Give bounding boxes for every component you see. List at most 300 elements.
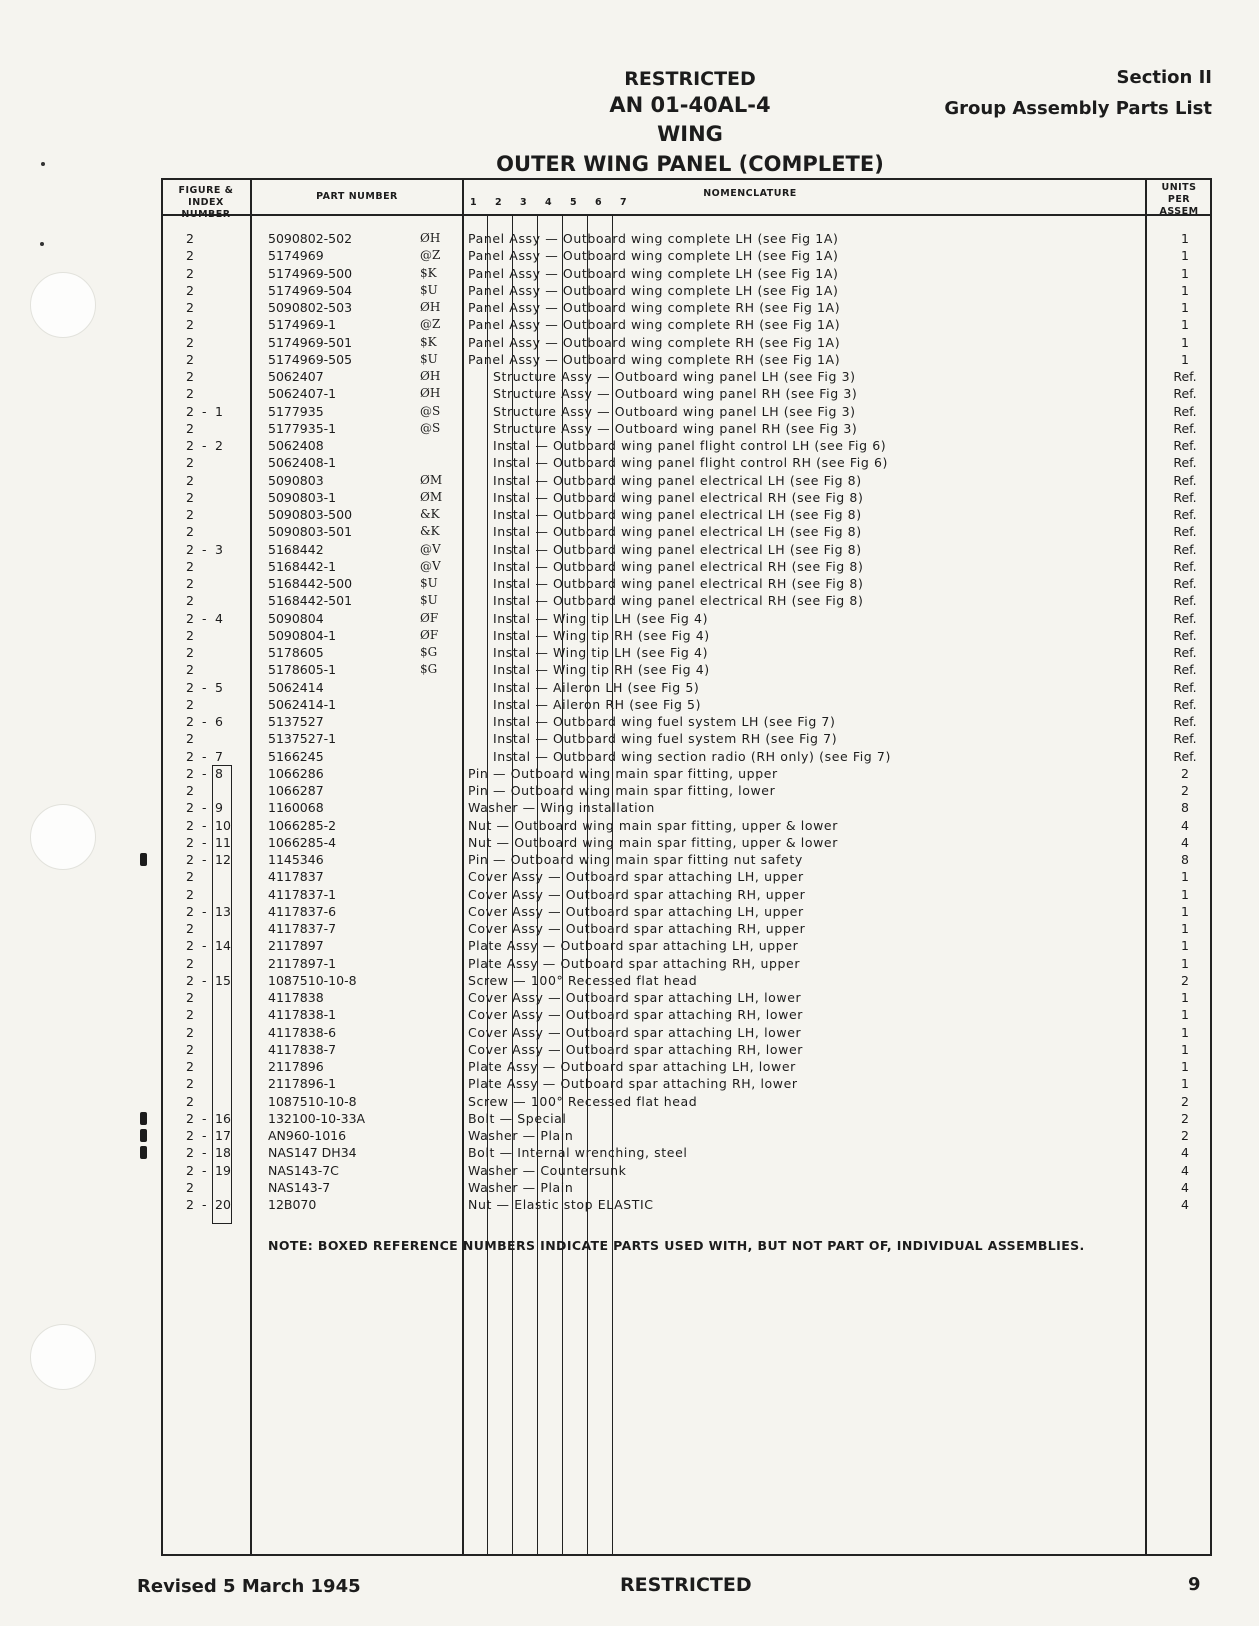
nomenclature: Cover Assy — Outboard spar attaching RH, upper (468, 886, 806, 902)
part-number: 5062408 (268, 438, 324, 453)
part-number: 2117897-1 (268, 955, 337, 971)
nomenclature: Panel Assy — Outboard wing complete LH (see Fig 1A) (468, 282, 839, 298)
index-number: 2 (215, 438, 223, 453)
figure-number: 2 (186, 834, 194, 850)
index-number: 19 (215, 1162, 231, 1178)
part-number: 4117838-7 (268, 1041, 337, 1057)
units-per-assembly: Ref. (1173, 593, 1197, 609)
part-number: 4117837 (268, 869, 324, 885)
index-separator: - (202, 714, 207, 729)
section-label: Section II (1116, 67, 1212, 88)
part-number: 5174969-501 (268, 334, 353, 350)
part-number: 5174969 (268, 248, 324, 264)
indent-level-number: 7 (620, 197, 627, 208)
part-number: 1145346 (268, 852, 324, 867)
figure-number: 2 (186, 1128, 194, 1143)
figure-number: 2 (186, 696, 194, 712)
part-number: 132100-10-33A (268, 1110, 366, 1126)
nomenclature: Plate Assy — Outboard spar attaching LH, upper (468, 938, 799, 954)
nomenclature: Bolt — Special (468, 1110, 567, 1126)
header-rule (161, 214, 1212, 216)
usage-code: ØH (420, 231, 441, 245)
nomenclature: Instal — Outboard wing panel electrical LH (see Fig 8) (493, 541, 862, 557)
part-number: 2117896 (268, 1059, 324, 1074)
part-number: 5174969-504 (268, 282, 353, 298)
part-number: 5168442-501 (268, 593, 353, 609)
units-per-assembly: 1 (1181, 921, 1189, 936)
part-number: 5062414-1 (268, 696, 337, 712)
units-per-assembly: 1 (1181, 300, 1189, 315)
part-number: 4117838-1 (268, 1007, 337, 1023)
nomenclature: Instal — Outboard wing panel flight control RH (see Fig 6) (493, 455, 888, 471)
index-number: 6 (215, 714, 223, 729)
nomenclature-header: NOMENCLATURE (703, 188, 797, 199)
units-per-assembly: 2 (1181, 1128, 1189, 1143)
usage-code: $K (420, 265, 437, 280)
nomenclature: Instal — Outboard wing panel electrical LH (see Fig 8) (493, 507, 862, 522)
index-separator: - (202, 748, 207, 764)
units-per-assembly: Ref. (1173, 369, 1197, 384)
units-per-assembly: Ref. (1173, 576, 1197, 591)
indent-level-number: 3 (520, 197, 527, 208)
indent-level-number: 4 (545, 197, 552, 208)
classification-footer: RESTRICTED (620, 1574, 752, 1596)
units-per-assembly: Ref. (1173, 472, 1197, 488)
index-separator: - (202, 541, 207, 557)
figure-number: 2 (186, 351, 194, 367)
nomenclature: Panel Assy — Outboard wing complete RH (see Fig 1A) (468, 300, 841, 315)
list-title: Group Assembly Parts List (944, 98, 1212, 119)
units-per-assembly: 1 (1181, 990, 1189, 1005)
nomenclature: Nut — Outboard wing main spar fitting, upper & lower (468, 834, 838, 850)
binder-hole-bottom (30, 1324, 96, 1390)
units-per-assembly: 1 (1181, 1041, 1189, 1057)
part-number: NAS143-7 (268, 1179, 331, 1195)
nomenclature: Instal — Wing tip RH (see Fig 4) (493, 627, 710, 643)
units-per-assembly: 2 (1181, 1110, 1189, 1126)
nomenclature: Cover Assy — Outboard spar attaching LH, lower (468, 1024, 802, 1040)
figure-number: 2 (186, 1197, 194, 1212)
index-separator: - (202, 817, 207, 833)
index-separator: - (202, 438, 207, 453)
usage-code: $U (420, 351, 438, 366)
units-per-assembly: 4 (1181, 1145, 1189, 1161)
figure-number: 2 (186, 817, 194, 833)
indent-level-number: 1 (470, 197, 477, 208)
column-divider (250, 178, 252, 1556)
nomenclature: Cover Assy — Outboard spar attaching LH, upper (468, 903, 804, 919)
usage-code: &K (420, 524, 440, 539)
revision-date: Revised 5 March 1945 (137, 1576, 361, 1597)
figure-number: 2 (186, 1007, 194, 1023)
nomenclature: Structure Assy — Outboard wing panel RH (see Fig 3) (493, 386, 858, 402)
part-number: 4117837-6 (268, 903, 337, 919)
units-per-assembly: Ref. (1173, 455, 1197, 471)
part-number: 5090803-500 (268, 507, 353, 522)
units-per-assembly: Ref. (1173, 645, 1197, 660)
group-title: WING (657, 122, 723, 146)
part-number: 2117897 (268, 938, 324, 954)
index-number: 5 (215, 679, 223, 695)
figure-number: 2 (186, 524, 194, 540)
figure-number: 2 (186, 783, 194, 798)
units-per-assembly: 1 (1181, 282, 1189, 298)
index-separator: - (202, 852, 207, 867)
figure-number: 2 (186, 231, 194, 246)
part-number: 5090803-1 (268, 489, 337, 505)
nomenclature: Panel Assy — Outboard wing complete RH (see Fig 1A) (468, 334, 841, 350)
part-number: 1066286 (268, 765, 324, 781)
part-number: 5168442-500 (268, 576, 353, 591)
nomenclature: Structure Assy — Outboard wing panel LH (see Fig 3) (493, 403, 856, 419)
figure-number: 2 (186, 403, 194, 419)
units-per-assembly: 4 (1181, 1162, 1189, 1178)
index-separator: - (202, 610, 207, 626)
part-number: 5090803 (268, 472, 324, 488)
units-per-assembly: 4 (1181, 1197, 1189, 1212)
part-number: AN960-1016 (268, 1128, 347, 1143)
part-number: 4117838 (268, 990, 324, 1005)
revision-bar (140, 1146, 147, 1159)
index-number: 17 (215, 1128, 231, 1143)
units-per-assembly: 1 (1181, 938, 1189, 954)
figure-number: 2 (186, 800, 194, 816)
table-note: NOTE: BOXED REFERENCE NUMBERS INDICATE PARTS USED WITH, BUT NOT PART OF, INDIVIDUAL ASSEMBLIES. (268, 1238, 1085, 1253)
units-per-assembly: 1 (1181, 955, 1189, 971)
column-divider (1145, 178, 1147, 1556)
nomenclature: Pin — Outboard wing main spar fitting, upper (468, 765, 778, 781)
nomenclature: Cover Assy — Outboard spar attaching RH, lower (468, 1007, 803, 1023)
nomenclature: Plate Assy — Outboard spar attaching LH, lower (468, 1059, 796, 1074)
figure-number: 2 (186, 938, 194, 954)
index-number: 20 (215, 1197, 231, 1212)
part-number: 5090804-1 (268, 627, 337, 643)
usage-code: @V (420, 558, 441, 573)
usage-code: ØF (420, 627, 439, 642)
nomenclature: Bolt — Internal wrenching, steel (468, 1145, 688, 1161)
figure-header-line2: INDEX NUMBER (181, 197, 231, 220)
nomenclature: Cover Assy — Outboard spar attaching RH, upper (468, 921, 806, 936)
part-number: 5090804 (268, 610, 324, 626)
units-per-assembly: Ref. (1173, 714, 1197, 729)
figure-number: 2 (186, 610, 194, 626)
units-per-assembly: 2 (1181, 783, 1189, 798)
figure-number: 2 (186, 438, 194, 453)
figure-number: 2 (186, 886, 194, 902)
figure-number: 2 (186, 558, 194, 574)
units-per-assembly: Ref. (1173, 524, 1197, 540)
nomenclature: Nut — Elastic stop ELASTIC (468, 1197, 654, 1212)
paper-speck (41, 162, 45, 166)
units-per-assembly: Ref. (1173, 627, 1197, 643)
boxed-reference-bracket (212, 765, 232, 1224)
figure-number: 2 (186, 1162, 194, 1178)
units-per-assembly: Ref. (1173, 403, 1197, 419)
index-number: 4 (215, 610, 223, 626)
units-header-line2: PER ASSEM (1159, 194, 1199, 217)
nomenclature: Panel Assy — Outboard wing complete RH (see Fig 1A) (468, 317, 841, 333)
column-divider (462, 178, 464, 1556)
nomenclature: Instal — Outboard wing panel electrical LH (see Fig 8) (493, 472, 862, 488)
units-per-assembly: 2 (1181, 1093, 1189, 1109)
units-header-line1: UNITS (1161, 182, 1197, 193)
figure-number: 2 (186, 282, 194, 298)
figure-number: 2 (186, 334, 194, 350)
units-header (1147, 182, 1211, 218)
index-separator: - (202, 1128, 207, 1143)
usage-code: $G (420, 645, 438, 659)
figure-number: 2 (186, 265, 194, 281)
usage-code: @S (420, 403, 441, 418)
part-number: 5168442-1 (268, 558, 337, 574)
part-number: 5174969-1 (268, 317, 337, 333)
revision-bar (140, 853, 147, 866)
index-number: 1 (215, 403, 223, 419)
part-number: 5137527-1 (268, 731, 337, 747)
nomenclature: Structure Assy — Outboard wing panel LH (see Fig 3) (493, 369, 856, 384)
units-per-assembly: 4 (1181, 834, 1189, 850)
figure-header-line1: FIGURE & (178, 185, 234, 196)
document-number: AN 01-40AL-4 (609, 93, 771, 117)
part-number: 5062407 (268, 369, 324, 384)
nomenclature: Panel Assy — Outboard wing complete LH (see Fig 1A) (468, 265, 839, 281)
part-number: 5168442 (268, 541, 324, 557)
units-per-assembly: Ref. (1173, 610, 1197, 626)
figure-number: 2 (186, 593, 194, 609)
paper-speck (40, 242, 44, 246)
nomenclature: Instal — Outboard wing fuel system LH (see Fig 7) (493, 714, 836, 729)
nomenclature: Plate Assy — Outboard spar attaching RH, upper (468, 955, 801, 971)
units-per-assembly: 1 (1181, 869, 1189, 885)
nomenclature: Pin — Outboard wing main spar fitting, lower (468, 783, 776, 798)
figure-number: 2 (186, 369, 194, 384)
usage-code: ØM (420, 472, 443, 487)
nomenclature: Panel Assy — Outboard wing complete RH (see Fig 1A) (468, 351, 841, 367)
units-per-assembly: 1 (1181, 886, 1189, 902)
indent-level-number: 5 (570, 197, 577, 208)
part-number: 5178605 (268, 645, 324, 660)
binder-hole-middle (30, 804, 96, 870)
figure-number: 2 (186, 645, 194, 660)
units-per-assembly: Ref. (1173, 662, 1197, 678)
units-per-assembly: 1 (1181, 334, 1189, 350)
part-number-header: PART NUMBER (316, 191, 398, 202)
part-number: 1066285-2 (268, 817, 337, 833)
units-per-assembly: Ref. (1173, 696, 1197, 712)
figure-number: 2 (186, 507, 194, 522)
figure-number: 2 (186, 1179, 194, 1195)
figure-number: 2 (186, 248, 194, 264)
figure-number: 2 (186, 662, 194, 678)
nomenclature: Instal — Wing tip LH (see Fig 4) (493, 645, 709, 660)
index-number: 3 (215, 541, 223, 557)
figure-number: 2 (186, 317, 194, 333)
units-per-assembly: Ref. (1173, 420, 1197, 436)
index-number: 11 (215, 834, 231, 850)
part-number: 2117896-1 (268, 1076, 337, 1092)
part-number: NAS143-7C (268, 1162, 339, 1178)
nomenclature: Washer — Plain (468, 1179, 574, 1195)
figure-number: 2 (186, 1110, 194, 1126)
usage-code: $G (420, 662, 438, 677)
figure-number: 2 (186, 921, 194, 936)
figure-number: 2 (186, 627, 194, 643)
nomenclature: Plate Assy — Outboard spar attaching RH, lower (468, 1076, 798, 1092)
nomenclature: Instal — Wing tip RH (see Fig 4) (493, 662, 710, 678)
nomenclature: Washer — Countersunk (468, 1162, 627, 1178)
figure-number: 2 (186, 955, 194, 971)
usage-code: ØH (420, 300, 441, 314)
index-number: 14 (215, 938, 231, 954)
units-per-assembly: 1 (1181, 248, 1189, 264)
figure-number: 2 (186, 1093, 194, 1109)
figure-number: 2 (186, 869, 194, 885)
nomenclature: Panel Assy — Outboard wing complete LH (see Fig 1A) (468, 231, 839, 246)
part-number: 1160068 (268, 800, 324, 816)
usage-code: ØH (420, 386, 441, 401)
revision-bar (140, 1129, 147, 1142)
index-separator: - (202, 679, 207, 695)
usage-code: ØH (420, 369, 441, 383)
units-per-assembly: Ref. (1173, 541, 1197, 557)
nomenclature: Cover Assy — Outboard spar attaching RH, lower (468, 1041, 803, 1057)
nomenclature: Instal — Outboard wing panel electrical RH (see Fig 8) (493, 593, 864, 609)
index-number: 8 (215, 765, 223, 781)
figure-number: 2 (186, 972, 194, 988)
units-per-assembly: Ref. (1173, 679, 1197, 695)
figure-number: 2 (186, 714, 194, 729)
figure-number: 2 (186, 300, 194, 315)
usage-code: $U (420, 593, 438, 608)
units-per-assembly: 1 (1181, 1007, 1189, 1023)
index-number: 18 (215, 1145, 231, 1161)
figure-number: 2 (186, 1145, 194, 1161)
usage-code: $K (420, 334, 437, 349)
units-per-assembly: Ref. (1173, 489, 1197, 505)
nomenclature: Instal — Wing tip LH (see Fig 4) (493, 610, 709, 626)
units-per-assembly: 4 (1181, 1179, 1189, 1195)
indent-level-number: 6 (595, 197, 602, 208)
nomenclature: Instal — Outboard wing panel electrical LH (see Fig 8) (493, 524, 862, 540)
units-per-assembly: Ref. (1173, 748, 1197, 764)
units-per-assembly: 1 (1181, 903, 1189, 919)
usage-code: @Z (420, 317, 441, 332)
index-number: 10 (215, 817, 231, 833)
nomenclature: Instal — Outboard wing fuel system RH (see Fig 7) (493, 731, 838, 747)
figure-number: 2 (186, 576, 194, 591)
index-number: 12 (215, 852, 231, 867)
figure-number: 2 (186, 852, 194, 867)
usage-code: &K (420, 507, 440, 521)
part-number: 5177935 (268, 403, 324, 419)
units-per-assembly: Ref. (1173, 731, 1197, 747)
part-number: 4117838-6 (268, 1024, 337, 1040)
nomenclature: Instal — Outboard wing panel electrical RH (see Fig 8) (493, 558, 864, 574)
part-number: 5062408-1 (268, 455, 337, 471)
nomenclature: Instal — Aileron RH (see Fig 5) (493, 696, 702, 712)
usage-code: ØF (420, 610, 439, 625)
part-number: 1087510-10-8 (268, 1093, 357, 1109)
nomenclature: Instal — Outboard wing section radio (RH only) (see Fig 7) (493, 748, 891, 764)
nomenclature: Screw — 100° Recessed flat head (468, 972, 698, 988)
usage-code: @V (420, 541, 441, 556)
nomenclature: Nut — Outboard wing main spar fitting, upper & lower (468, 817, 838, 833)
nomenclature: Structure Assy — Outboard wing panel RH (see Fig 3) (493, 420, 858, 436)
index-separator: - (202, 1145, 207, 1161)
nomenclature: Instal — Outboard wing panel flight control LH (see Fig 6) (493, 438, 887, 453)
part-number: NAS147 DH34 (268, 1145, 357, 1161)
part-number: 5090802-502 (268, 231, 353, 246)
nomenclature: Washer — Wing installation (468, 800, 655, 816)
index-separator: - (202, 800, 207, 816)
nomenclature: Cover Assy — Outboard spar attaching LH, upper (468, 869, 804, 885)
usage-code: @Z (420, 248, 441, 263)
revision-bar (140, 1112, 147, 1125)
nomenclature: Panel Assy — Outboard wing complete LH (see Fig 1A) (468, 248, 839, 264)
part-number: 5090802-503 (268, 300, 353, 315)
units-per-assembly: 1 (1181, 1059, 1189, 1074)
units-per-assembly: Ref. (1173, 438, 1197, 453)
part-number: 5090803-501 (268, 524, 353, 540)
index-separator: - (202, 1162, 207, 1178)
units-per-assembly: 1 (1181, 1024, 1189, 1040)
units-per-assembly: Ref. (1173, 386, 1197, 402)
figure-number: 2 (186, 679, 194, 695)
part-number: 5137527 (268, 714, 324, 729)
part-number: 5166245 (268, 748, 324, 764)
figure-number: 2 (186, 386, 194, 402)
index-separator: - (202, 834, 207, 850)
index-number: 7 (215, 748, 223, 764)
units-per-assembly: 8 (1181, 852, 1189, 867)
index-separator: - (202, 765, 207, 781)
classification-header: RESTRICTED (624, 68, 756, 90)
part-number: 4117837-7 (268, 921, 337, 936)
indent-level-number: 2 (495, 197, 502, 208)
part-number: 12B070 (268, 1197, 317, 1212)
figure-number: 2 (186, 541, 194, 557)
figure-number: 2 (186, 1076, 194, 1092)
index-number: 9 (215, 800, 223, 816)
figure-index-header (163, 185, 249, 221)
index-number: 15 (215, 972, 231, 988)
usage-code: $U (420, 282, 438, 297)
figure-number: 2 (186, 765, 194, 781)
units-per-assembly: 1 (1181, 231, 1189, 246)
index-number: 16 (215, 1110, 231, 1126)
units-per-assembly: 1 (1181, 1076, 1189, 1092)
units-per-assembly: 1 (1181, 317, 1189, 333)
nomenclature: Washer — Plain (468, 1128, 574, 1143)
part-number: 5062407-1 (268, 386, 337, 402)
page-number: 9 (1188, 1574, 1201, 1595)
units-per-assembly: 1 (1181, 265, 1189, 281)
nomenclature: Instal — Outboard wing panel electrical RH (see Fig 8) (493, 489, 864, 505)
figure-number: 2 (186, 489, 194, 505)
figure-number: 2 (186, 1041, 194, 1057)
figure-number: 2 (186, 472, 194, 488)
part-number: 1066287 (268, 783, 324, 798)
part-number: 5062414 (268, 679, 324, 695)
figure-number: 2 (186, 1024, 194, 1040)
nomenclature: Pin — Outboard wing main spar fitting nut safety (468, 852, 803, 867)
part-number: 1066285-4 (268, 834, 337, 850)
nomenclature: Instal — Outboard wing panel electrical RH (see Fig 8) (493, 576, 864, 591)
units-per-assembly: 1 (1181, 351, 1189, 367)
index-number: 13 (215, 903, 231, 919)
index-separator: - (202, 1110, 207, 1126)
figure-number: 2 (186, 990, 194, 1005)
